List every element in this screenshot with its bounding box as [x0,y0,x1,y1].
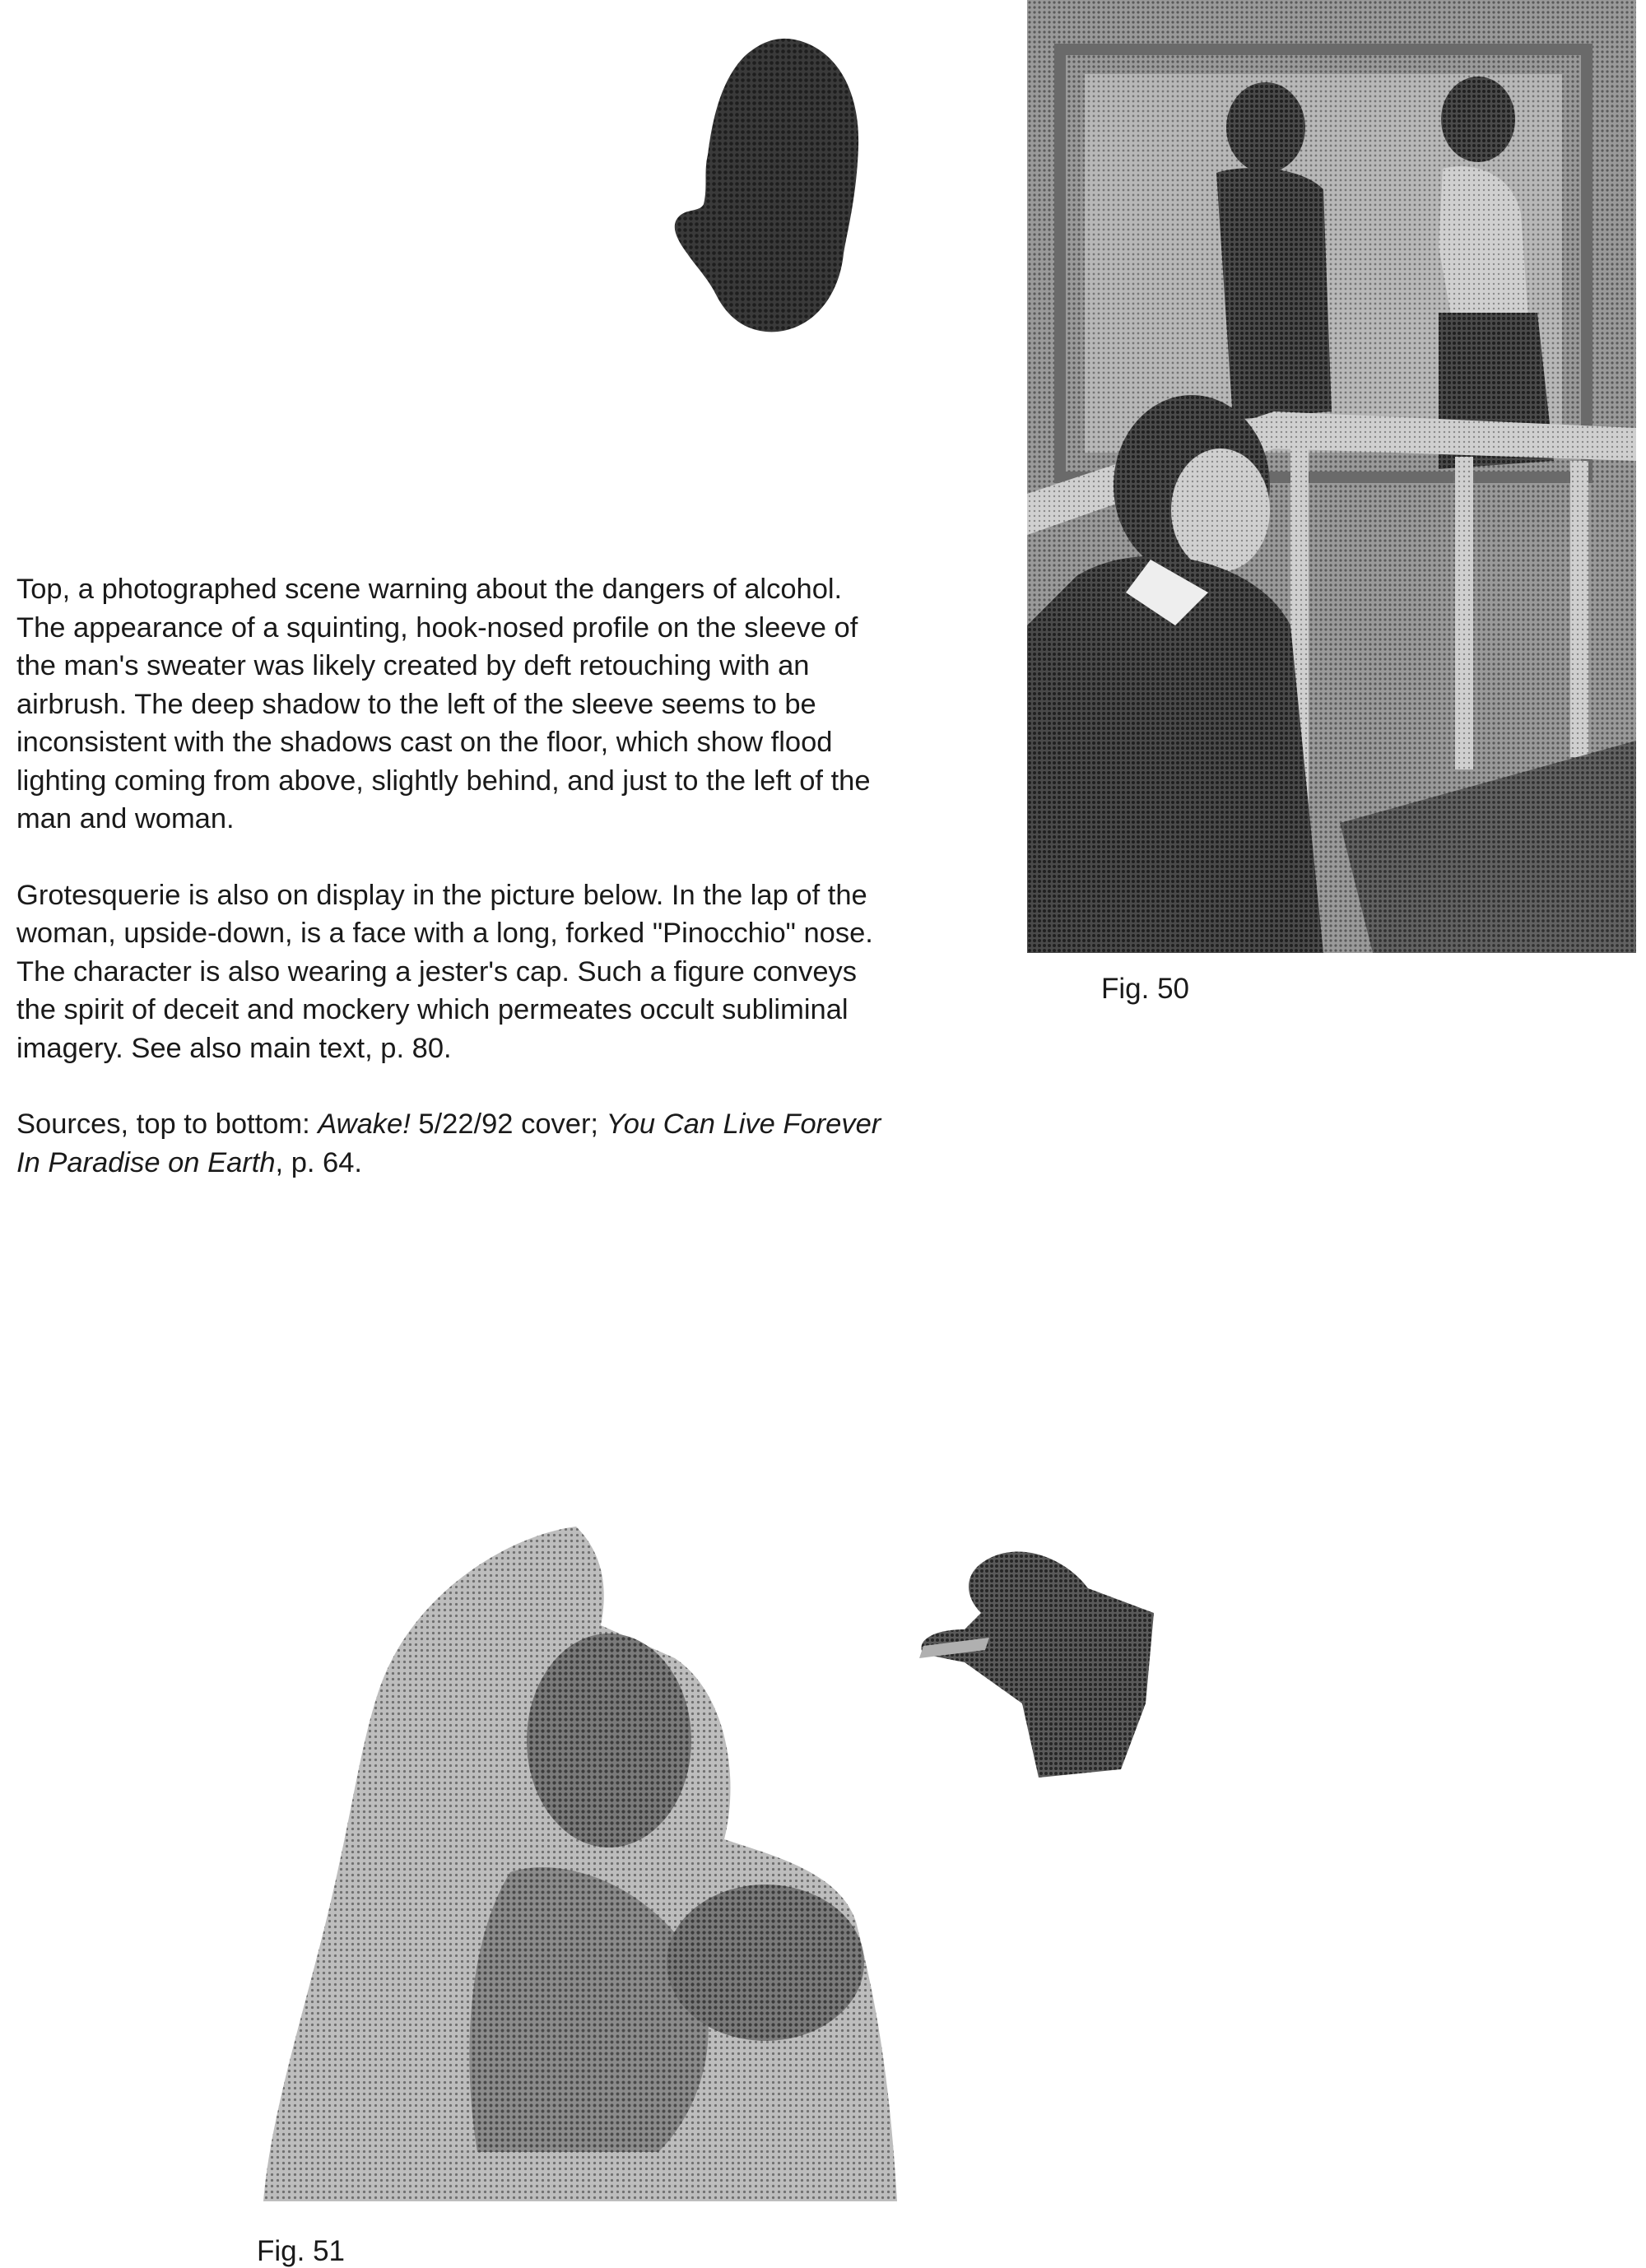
mother-and-child-image [263,1527,905,2201]
source-2-title: You Can Live Forever In Paradise on Earth [16,1108,881,1178]
source-1-detail: 5/22/92 cover; [410,1108,607,1140]
body-text [16,570,897,1220]
profile-silhouette-image [671,31,868,336]
fig-50-caption: Fig. 50 [1101,973,1189,1005]
paragraph-grotesquerie: Grotesquerie is also on display in the picture below. In the lap of the woman, upside-down, is a face with a long, forked "Pinocchio" nose. The character is also wearing a jester's cap. Such a figure conveys the spirit of deceit and mockery which permeates occult subliminal imagery. See also main text, p. 80. [16,879,873,1064]
fig-51-caption: Fig. 51 [257,2235,345,2267]
paragraph-alcohol-scene: Top, a photographed scene warning about the dangers of alcohol. The appearance of a squinting, hook-nosed profile on the sleeve of the man's sweater was likely created by deft retouching with an airbrush. The deep shadow to the left of the sleeve seems to be inconsistent with the shadows cast on the floor, which show flood lighting coming from above, slightly behind, and just to the left of the man and woman. [16,574,871,834]
jester-face-detail-image [915,1539,1154,1786]
paragraph-sources [16,1105,897,1182]
source-1-title: Awake! [318,1108,411,1140]
source-2-detail: , p. 64. [275,1146,363,1178]
staircase-scene-photo [1027,0,1636,953]
sources-prefix: Sources, top to bottom: [16,1108,319,1140]
